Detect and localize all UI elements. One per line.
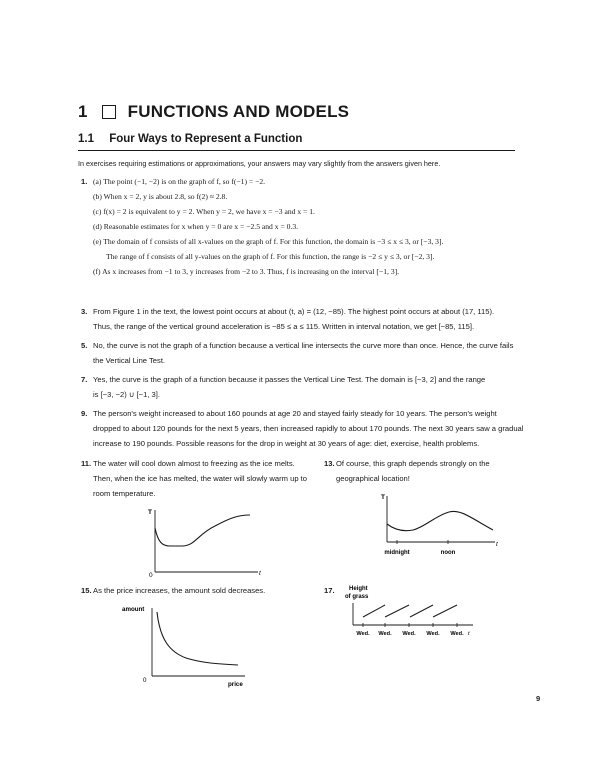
answer-1a: (a) The point (−1, −2) is on the graph of f, so f(−1) = −2. [93,177,266,186]
page-number: 9 [536,694,541,703]
answer-15 [81,583,266,598]
x-axis-label: price [228,681,243,688]
y-axis-label: of grass [345,594,369,600]
origin-label: 0 [143,677,147,684]
tick-label: Wed. [402,631,416,637]
x-axis-label: t [496,541,498,548]
section-divider [78,150,515,151]
answer-1f: (f) As x increases from −1 to 3, y increases from −2 to 3. Thus, f is increasing on the interval [−1, 3]. [93,267,400,276]
answer-11 [81,456,308,501]
answer-number: 3. [81,307,88,316]
graph-17 [345,583,485,653]
answer-number: 17. [324,586,335,595]
section-title [78,133,302,145]
answer-text: As the price increases, the amount sold decreases. [93,586,266,595]
answer-line: dropped to about 120 pounds for the next 5 years, then increased rapidly to about 170 pounds. The next 30 years saw a gradual [93,424,524,433]
answer-number: 1. [81,177,88,186]
answer-line: Thus, the range of the vertical ground acceleration is −85 ≤ a ≤ 115. Written in interval notation, we get [−85, 115]. [93,322,475,331]
answer-1b: (b) When x = 2, y is about 2.8, so f(2) ≈ 2.8. [93,192,228,201]
answer-number: 11. [81,459,92,468]
answer-number: 7. [81,375,88,384]
answer-line: increase to 190 pounds. Possible reasons for the drop in weight at 30 years of age: diet, exercise, health problems. [93,439,480,448]
section-name: Four Ways to Represent a Function [109,133,303,145]
x-axis-label: t [259,570,261,577]
answer-9 [81,406,524,451]
answer-1e-cont: The range of f consists of all y-values on the graph of f. For this function, the range is −2 ≤ y ≤ 3, or [−2, 3]. [106,252,435,261]
tick-label: Wed. [356,631,370,637]
answer-7 [81,372,486,402]
growth-segment [410,605,433,617]
answer-line: the Vertical Line Test. [93,356,166,365]
temperature-curve [155,515,250,546]
graph-13 [375,490,510,560]
intro-note: In exercises requiring estimations or approximations, your answers may vary slightly from the answers given here. [78,159,441,168]
answer-line: From Figure 1 in the text, the lowest point occurs at about (t, a) = (12, −85). The highest point occurs at about (17, 115). [93,307,495,316]
answer-5 [81,338,514,368]
chapter-number: 1 [78,102,88,121]
answer-number: 9. [81,409,88,418]
answer-1 [81,174,444,279]
answer-1d: (d) Reasonable estimates for x when y = 0 are x = −2.5 and x = 0.3. [93,222,299,231]
tick-label: Wed. [378,631,392,637]
y-axis-label: T [148,509,152,516]
growth-segment [385,605,409,617]
answer-line: is [−3, −2) ∪ [−1, 3]. [93,390,160,399]
answer-text: Of course, this graph depends strongly on the geographical location! [336,459,490,483]
growth-segment [433,605,457,617]
answer-1e: (e) The domain of f consists of all x-values on the graph of f. For this function, the domain is −3 ≤ x ≤ 3, or [−3, 3]. [93,237,444,246]
answer-line: Yes, the curve is the graph of a function because it passes the Vertical Line Test. The domain is [−3, 2] and the range [93,375,486,384]
chapter-name: FUNCTIONS AND MODELS [127,102,350,121]
chapter-title [78,102,349,122]
tick-label: noon [440,550,456,556]
y-axis-label: Height [349,586,368,592]
x-axis-label: t [468,631,470,637]
temperature-curve [387,511,493,530]
answer-number: 15. [81,586,92,595]
answer-1c: (c) f(x) = 2 is equivalent to y = 2. When y = 2, we have x = −3 and x = 1. [93,207,315,216]
answer-text: The water will cool down almost to freezing as the ice melts. Then, when the ice has melted, the water will slowly warm up to room temperature. [93,459,307,498]
answer-13 [324,456,521,486]
graph-11 [140,500,280,578]
chapter-box-icon [102,105,116,119]
y-axis-label: amount [122,606,145,613]
tick-label: midnight [384,550,410,556]
answer-line: No, the curve is not the graph of a function because a vertical line intersects the curve more than once. Hence, the curve fails [93,341,514,350]
y-axis-label: T [381,494,385,501]
answer-line: The person's weight increased to about 160 pounds at age 20 and stayed fairly steady for 10 years. The person's weight [93,409,497,418]
graph-15 [120,598,260,690]
demand-curve [157,612,238,665]
section-number: 1.1 [78,133,94,145]
answer-3 [81,304,495,334]
answer-number: 13. [324,459,335,468]
answer-number: 5. [81,341,88,350]
tick-label: Wed. [450,631,464,637]
origin-label: 0 [149,572,153,578]
growth-segment [363,605,385,617]
tick-label: Wed. [426,631,440,637]
